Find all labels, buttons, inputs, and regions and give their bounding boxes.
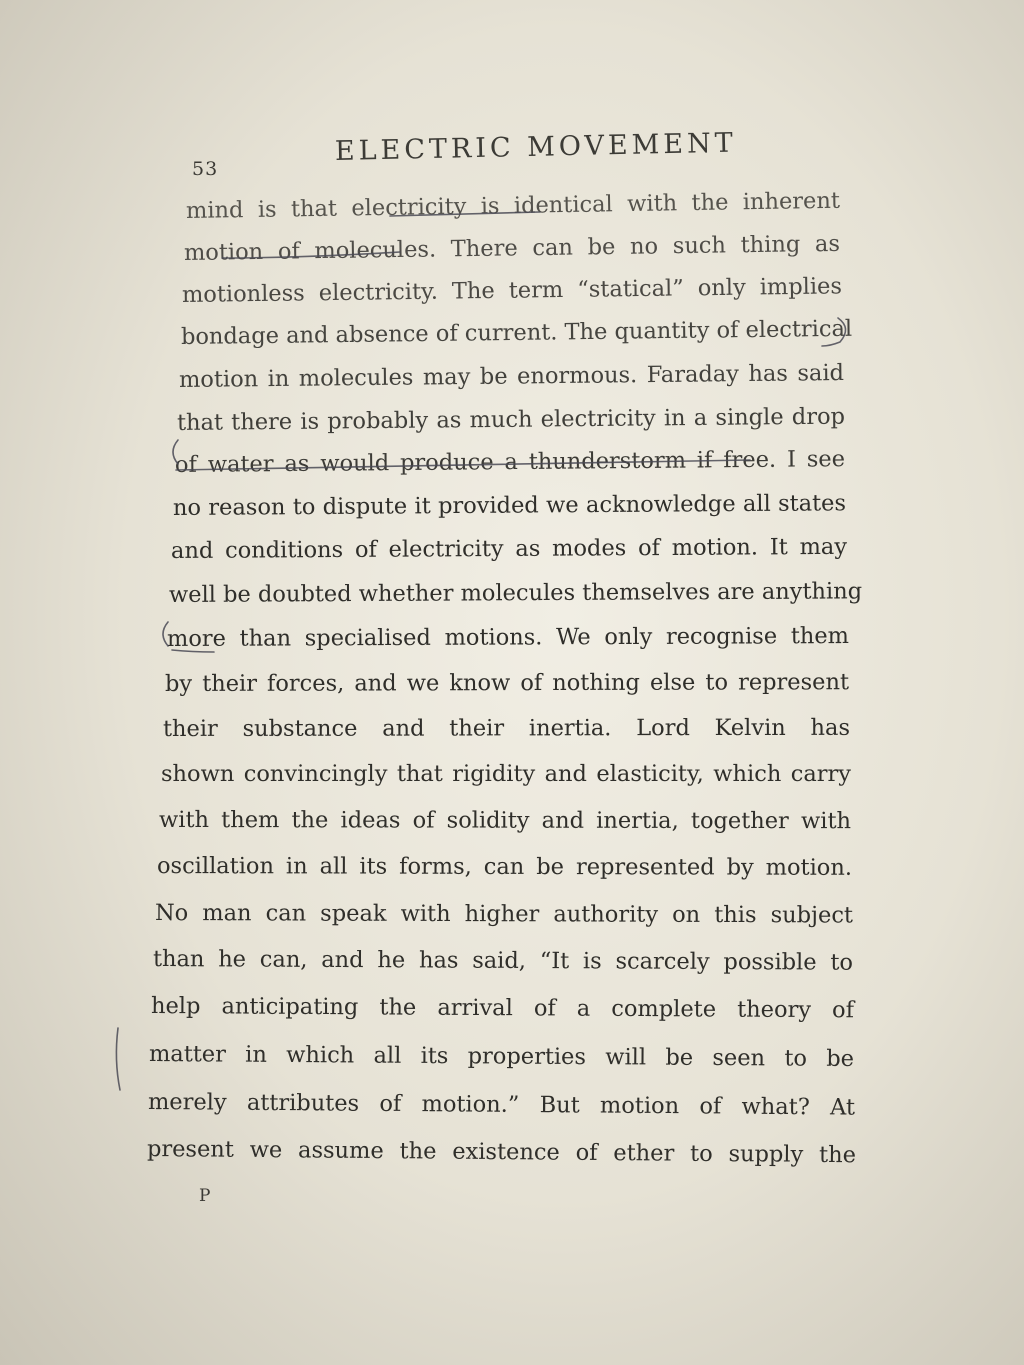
text-line-8: no reason to dispute it provided we acknowledge all states: [172, 490, 847, 521]
text-line-5: motion in molecules may be enormous. Faraday has said: [178, 360, 845, 393]
text-line-3: motionless electricity. The term “statical” only implies: [181, 273, 843, 308]
text-line-10: well be doubted whether molecules themselves are anything: [168, 578, 863, 608]
text-line-9: and conditions of electricity as modes of motion. It may: [170, 533, 848, 564]
page-number: 53: [192, 158, 219, 180]
text-line-4: bondage and absence of current. The quantity of electrical: [180, 315, 853, 350]
text-line-11: more than specialised motions. We only recognise them: [166, 623, 850, 652]
text-line-14: shown convincingly that rigidity and elasticity, which carry: [161, 761, 851, 787]
text-line-13: their substance and their inertia. Lord Kelvin has: [162, 714, 851, 742]
text-line-1: mind is that electricity is identical with the inherent: [185, 187, 841, 224]
text-line-16: oscillation in all its forms, can be represented by motion.: [156, 853, 853, 881]
text-line-12: by their forces, and we know of nothing else to represent: [164, 669, 850, 697]
text-line-2: motion of molecules. There can be no such thing as: [183, 230, 841, 266]
underline-molecules: [222, 252, 400, 258]
signature-mark: P: [199, 1186, 211, 1206]
text-line-22: present we assume the existence of ether to supply the: [146, 1136, 857, 1169]
text-line-21: merely attributes of motion.” But motion of what? At: [147, 1089, 856, 1121]
bracket-electrical: [822, 318, 846, 346]
text-line-17: No man can speak with higher authority on this subject: [154, 900, 854, 929]
underline-electricity: [390, 212, 540, 216]
text-line-7: of water as would produce a thunderstorm if free. I see: [174, 446, 846, 478]
running-head: ELECTRIC MOVEMENT: [334, 127, 738, 167]
text-line-19: help anticipating the arrival of a complete theory of: [150, 993, 855, 1024]
bracket-more: [163, 622, 168, 646]
text-line-20: matter in which all its properties will be seen to be: [148, 1041, 855, 1072]
bracket-water: [173, 440, 178, 464]
text-line-6: that there is probably as much electricity in a single drop: [176, 403, 846, 436]
text-line-18: than he can, and he has said, “It is scarcely possible to: [152, 946, 854, 976]
margin-line: [116, 1028, 120, 1090]
text-line-15: with them the ideas of solidity and inertia, together with: [158, 807, 852, 835]
underline-water: [176, 460, 750, 470]
underline-more: [172, 650, 214, 652]
